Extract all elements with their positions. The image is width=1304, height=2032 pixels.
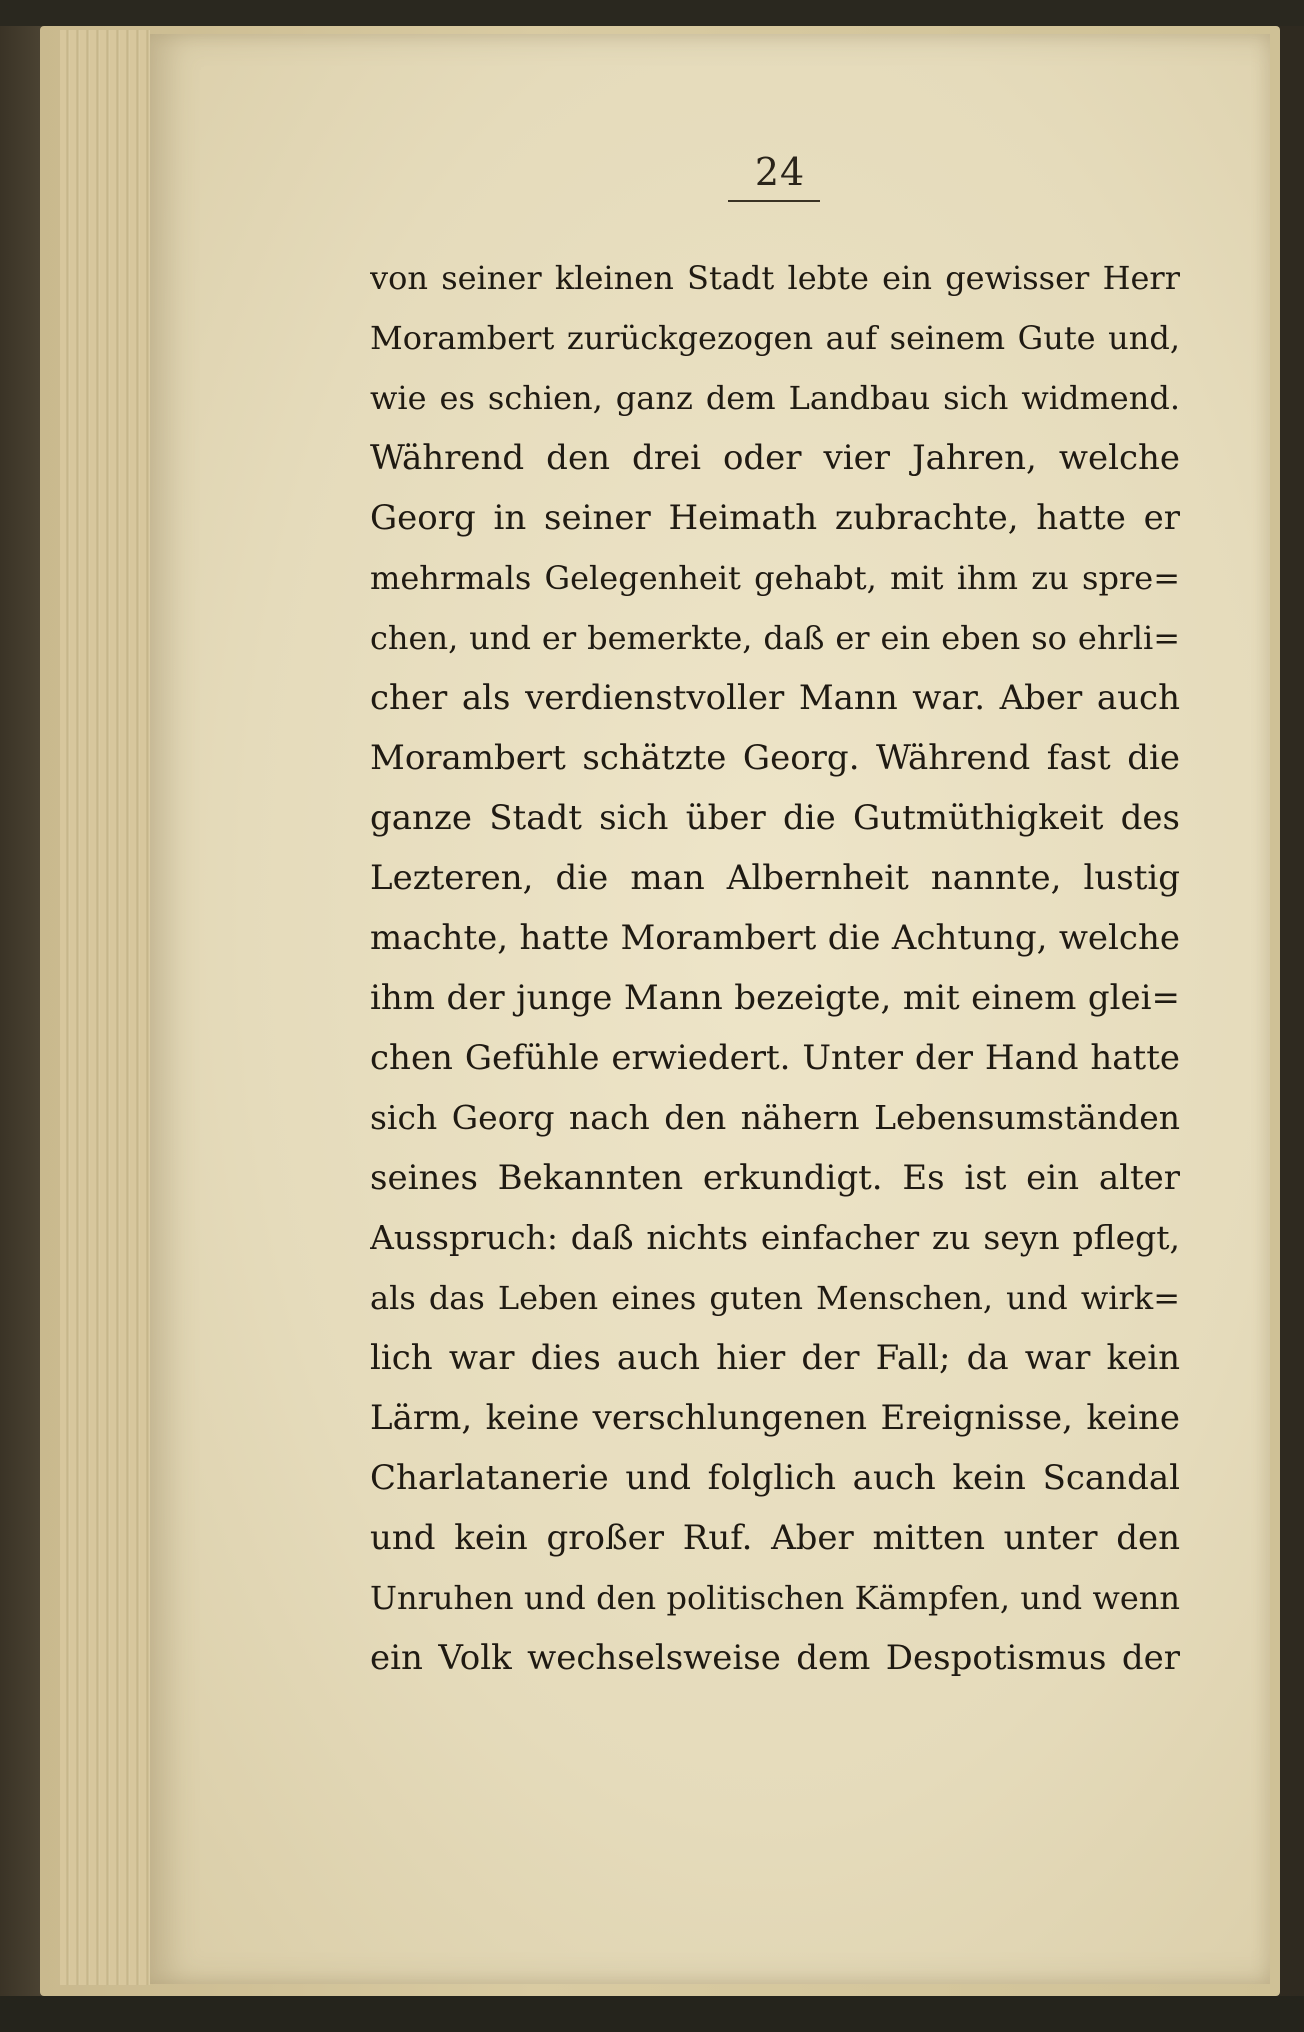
page-number: 24 xyxy=(754,150,806,194)
text-line: Lärm, keine verschlungenen Ereignisse, keine xyxy=(370,1398,1180,1438)
text-line: Charlatanerie und folglich auch kein Scandal xyxy=(370,1458,1180,1498)
text-line: von seiner kleinen Stadt lebte ein gewisser Herr xyxy=(370,259,1180,297)
text-line: als das Leben eines guten Menschen, und wirk= xyxy=(370,1279,1180,1317)
top-shadow xyxy=(0,0,1304,26)
text-line: Georg in seiner Heimath zubrachte, hatte er xyxy=(370,498,1180,538)
text-line: machte, hatte Morambert die Achtung, welche xyxy=(370,918,1180,958)
text-line: ein Volk wechselsweise dem Despotismus der xyxy=(370,1638,1180,1678)
text-line: chen, und er bemerkte, daß er ein eben so ehrli= xyxy=(370,619,1180,657)
page-edges xyxy=(60,30,150,1985)
text-line: ganze Stadt sich über die Gutmüthigkeit des xyxy=(370,798,1180,838)
text-line: ihm der junge Mann bezeigte, mit einem glei= xyxy=(370,978,1180,1018)
text-line: und kein großer Ruf. Aber mitten unter den xyxy=(370,1518,1180,1558)
page-number-rule xyxy=(728,200,820,202)
text-line: lich war dies auch hier der Fall; da war kein xyxy=(370,1338,1180,1378)
body-text xyxy=(370,248,1180,1688)
text-line: wie es schien, ganz dem Landbau sich widmend. xyxy=(370,379,1180,417)
text-line: sich Georg nach den nähern Lebensumständen xyxy=(370,1098,1180,1137)
text-line: Morambert zurückgezogen auf seinem Gute und, xyxy=(370,319,1180,357)
text-line: Unruhen und den politischen Kämpfen, und wenn xyxy=(370,1579,1180,1617)
text-line: Ausspruch: daß nichts einfacher zu seyn pflegt, xyxy=(370,1218,1180,1257)
text-line: mehrmals Gelegenheit gehabt, mit ihm zu spre= xyxy=(370,559,1180,597)
text-line: cher als verdienstvoller Mann war. Aber auch xyxy=(370,678,1180,718)
text-line: chen Gefühle erwiedert. Unter der Hand hatte xyxy=(370,1038,1180,1078)
text-line: Lezteren, die man Albernheit nannte, lustig xyxy=(370,858,1180,898)
text-line: Morambert schätzte Georg. Während fast die xyxy=(370,738,1180,778)
text-line: seines Bekannten erkundigt. Es ist ein alter xyxy=(370,1158,1180,1198)
bottom-shadow xyxy=(0,1996,1304,2032)
text-line: Während den drei oder vier Jahren, welche xyxy=(370,438,1180,478)
